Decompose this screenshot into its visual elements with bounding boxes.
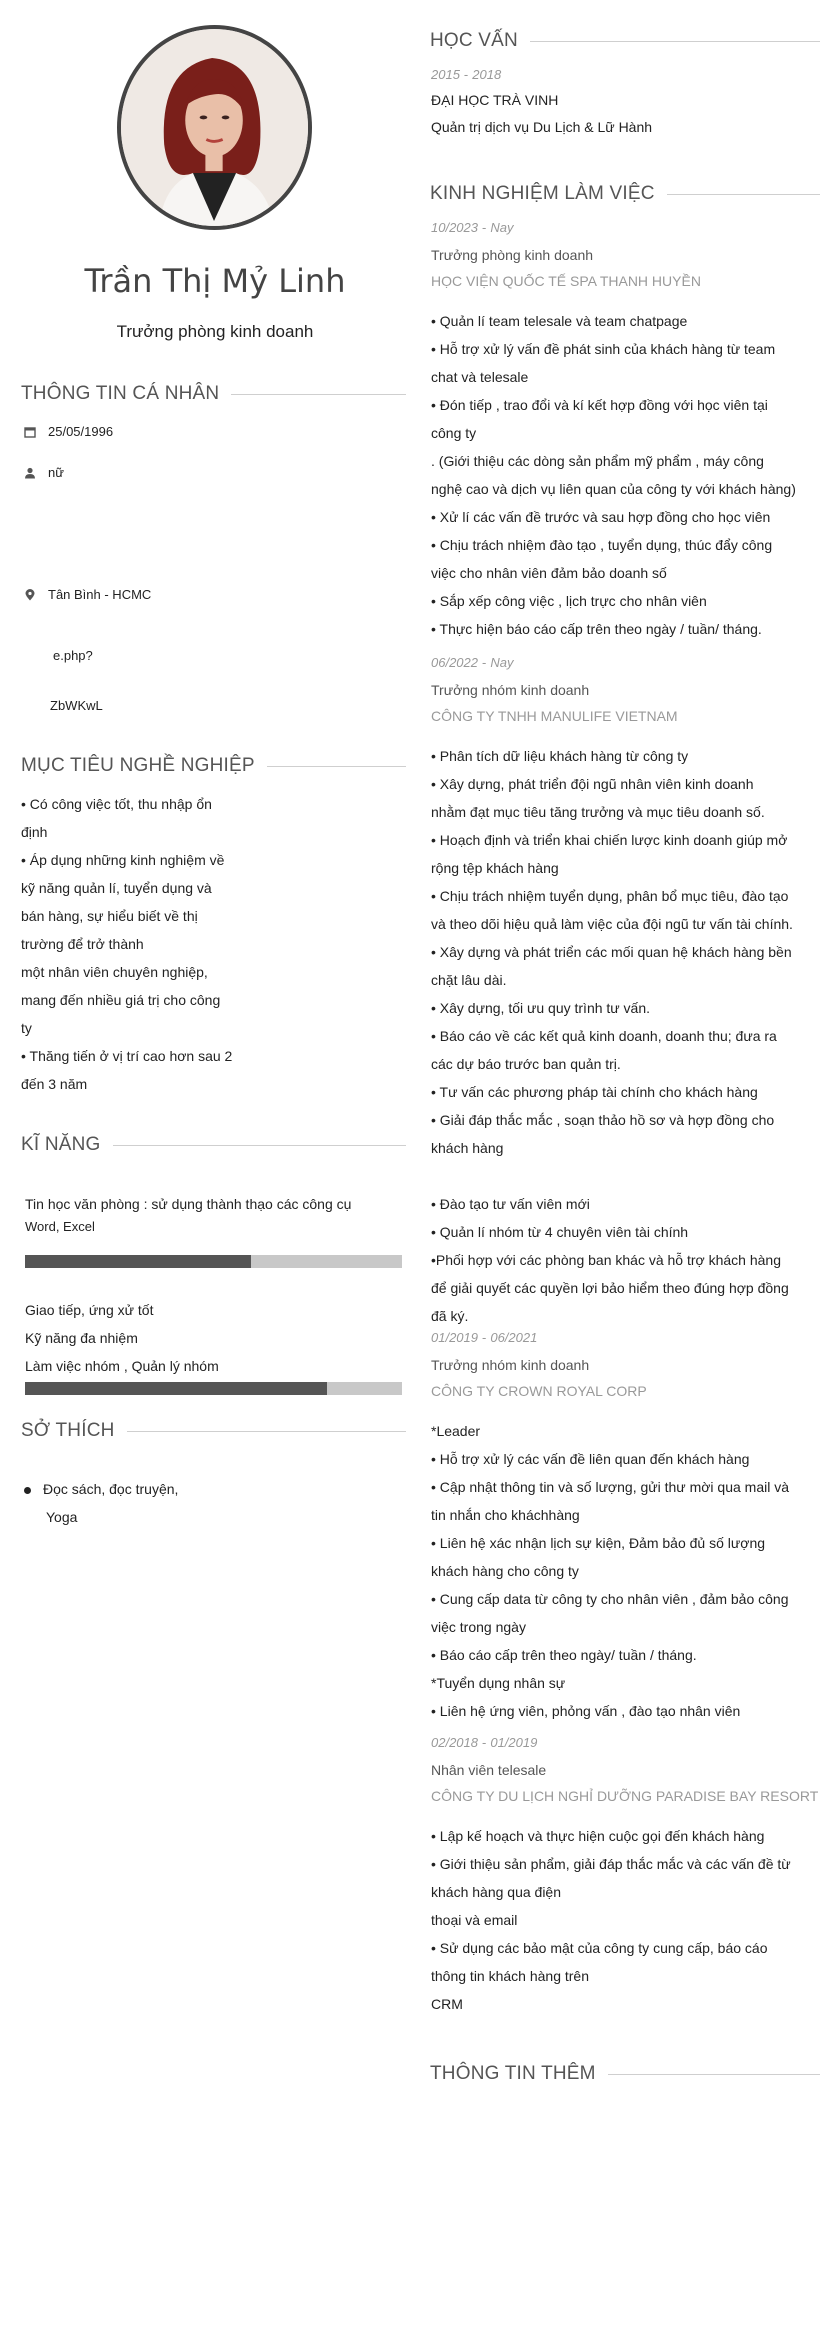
gender-row xyxy=(24,465,64,480)
job-description-line: • Cập nhật thông tin và số lượng, gửi thư mời qua mail và xyxy=(431,1479,789,1495)
job-description-line: tin nhắn cho kháchhàng xyxy=(431,1507,580,1523)
job-description xyxy=(431,307,823,643)
job-description-line: • Quản lí nhóm từ 4 chuyên viên tài chính xyxy=(431,1224,689,1240)
job-description-line: nhằm đạt mục tiêu tăng trưởng và mục tiêu doanh số. xyxy=(431,804,765,820)
education-end: 2018 xyxy=(472,67,502,82)
job-description-line: • Báo cáo cấp trên theo ngày/ tuần / tháng. xyxy=(431,1647,697,1663)
education-school: ĐẠI HỌC TRÀ VINH xyxy=(431,92,559,108)
bullet-icon xyxy=(24,1487,31,1494)
job-description-line: nghệ cao và dịch vụ liên quan của công ty với khách hàng) xyxy=(431,481,796,497)
job-description-line: • Xây dựng, phát triển đội ngũ nhân viên kinh doanh xyxy=(431,776,754,792)
job-description-line: thoại và email xyxy=(431,1912,518,1928)
avatar-photo xyxy=(121,29,308,226)
job-description-line: chặt lâu dài. xyxy=(431,972,507,988)
objective-line: đến 3 năm xyxy=(21,1076,88,1092)
job-start: 06/2022 xyxy=(431,655,478,670)
profile-role: Trưởng phòng kinh doanh xyxy=(116,322,314,341)
job-description-line xyxy=(431,1162,823,1190)
objective-title xyxy=(21,755,406,777)
job-description-line: công ty xyxy=(431,425,477,441)
job-dates xyxy=(431,1735,823,1750)
skill-soft-bar xyxy=(25,1382,402,1395)
job-description-line: • Chịu trách nhiệm đào tạo , tuyển dụng, thúc đẩy công xyxy=(431,537,773,553)
education-title xyxy=(430,30,820,52)
job-description-line: • Quản lí team telesale và team chatpage xyxy=(431,313,688,329)
skill-soft-line2: Kỹ năng đa nhiệm xyxy=(25,1330,138,1346)
hobby-item xyxy=(24,1475,178,1503)
job-position: Nhân viên telesale xyxy=(431,1762,547,1778)
skills-title xyxy=(21,1134,406,1156)
skill-soft-line1: Giao tiếp, ứng xử tốt xyxy=(25,1302,154,1318)
job-description-line: • Thực hiện báo cáo cấp trên theo ngày / tuần/ tháng. xyxy=(431,621,762,637)
job-description-line: việc trong ngày xyxy=(431,1619,526,1635)
job-end: Nay xyxy=(490,220,514,235)
objective-line: • Thăng tiến ở vị trí cao hơn sau 2 xyxy=(21,1048,233,1064)
objective-line: mang đến nhiều giá trị cho công xyxy=(21,992,221,1008)
job-description-line: các dự báo trước ban quản trị. xyxy=(431,1056,621,1072)
job-company: CÔNG TY DU LỊCH NGHỈ DƯỠNG PARADISE BAY RESORT xyxy=(431,1788,819,1804)
personal-info-title xyxy=(21,383,406,405)
objective-text xyxy=(21,790,241,1098)
divider xyxy=(231,394,406,395)
job-description-line: • Xử lí các vấn đề trước và sau hợp đồng cho học viên xyxy=(431,509,771,525)
education-major: Quản trị dịch vụ Du Lịch & Lữ Hành xyxy=(431,119,653,135)
job-description-line: • Hỗ trợ xử lý các vấn đề liên quan đến khách hàng xyxy=(431,1451,750,1467)
date-separator: - xyxy=(482,1735,487,1750)
address-row xyxy=(24,587,151,602)
job-description-line: khách hàng qua điện xyxy=(431,1884,561,1900)
date-separator: - xyxy=(482,1330,487,1345)
divider xyxy=(127,1431,406,1432)
job-company: CÔNG TY CROWN ROYAL CORP xyxy=(431,1383,647,1399)
objective-line: một nhân viên chuyên nghiệp, xyxy=(21,964,208,980)
job-description xyxy=(431,1417,823,1725)
job-description-line: . (Giới thiệu các dòng sản phẩm mỹ phẩm , máy công xyxy=(431,453,764,469)
job-description-line: để giải quyết các quyền lợi bảo hiểm theo đúng hợp đồng xyxy=(431,1280,789,1296)
job-description-line: *Tuyển dụng nhân sự xyxy=(431,1675,566,1691)
skill-soft-bar-fill xyxy=(25,1382,327,1395)
skill-office-line1: Tin học văn phòng : sử dụng thành thạo các công cụ xyxy=(25,1196,352,1212)
objective-title-text: MỤC TIÊU NGHỀ NGHIỆP xyxy=(21,755,255,776)
job-description-line: thông tin khách hàng trên xyxy=(431,1968,590,1984)
profile-name: Trần Thị Mỷ Linh xyxy=(84,262,346,300)
left-column xyxy=(0,0,410,2340)
job-entry xyxy=(431,1330,823,1725)
education-dates xyxy=(431,67,821,82)
divider xyxy=(530,41,820,42)
job-entry xyxy=(431,220,823,643)
birthday-text: 25/05/1996 xyxy=(48,424,114,439)
skill-soft-line3: Làm việc nhóm , Quản lý nhóm xyxy=(25,1358,219,1374)
job-position: Trưởng phòng kinh doanh xyxy=(431,247,594,263)
divider xyxy=(667,194,820,195)
job-description-line: •Phối hợp với các phòng ban khác và hỗ trợ khách hàng xyxy=(431,1252,781,1268)
objective-line: • Áp dụng những kinh nghiệm về xyxy=(21,852,225,868)
gender-text: nữ xyxy=(48,465,64,480)
job-description-line: chat và telesale xyxy=(431,369,529,385)
job-dates xyxy=(431,1330,823,1345)
job-start: 01/2019 xyxy=(431,1330,478,1345)
job-description-line: đã ký. xyxy=(431,1308,469,1324)
job-description-line: rộng tệp khách hàng xyxy=(431,860,559,876)
education-title-text: HỌC VẤN xyxy=(430,30,518,51)
hobbies-title xyxy=(21,1420,406,1442)
job-description-line: • Đón tiếp , trao đổi và kí kết hợp đồng với học viên tại xyxy=(431,397,768,413)
job-description xyxy=(431,1822,823,2018)
job-description-line: • Liên hệ xác nhận lịch sự kiện, Đảm bảo đủ số lượng xyxy=(431,1535,766,1551)
job-description-line: • Liên hệ ứng viên, phỏng vấn , đào tạo nhân viên xyxy=(431,1703,741,1719)
job-description-line: • Chịu trách nhiệm tuyển dụng, phân bổ mục tiêu, đào tạo xyxy=(431,888,789,904)
date-separator: - xyxy=(463,67,469,82)
job-company: HỌC VIỆN QUỐC TẾ SPA THANH HUYỀN xyxy=(431,273,701,289)
job-description-line: • Hỗ trợ xử lý vấn đề phát sinh của khách hàng từ team xyxy=(431,341,776,357)
job-dates xyxy=(431,220,823,235)
job-description-line: • Hoạch định và triển khai chiến lược kinh doanh giúp mở xyxy=(431,832,788,848)
extra-info-title-text: THÔNG TIN THÊM xyxy=(430,2063,596,2084)
objective-line: kỹ năng quản lí, tuyển dụng và xyxy=(21,880,212,896)
divider xyxy=(113,1145,406,1146)
job-description-line: • Giới thiệu sản phẩm, giải đáp thắc mắc và các vấn đề từ xyxy=(431,1856,791,1872)
job-entry xyxy=(431,655,823,1330)
person-icon xyxy=(24,467,36,479)
job-description-line: • Xây dựng, tối ưu quy trình tư vấn. xyxy=(431,1000,651,1016)
date-separator: - xyxy=(482,655,487,670)
skill-office-bar-fill xyxy=(25,1255,251,1268)
skills-title-text: KĨ NĂNG xyxy=(21,1134,101,1155)
job-entry xyxy=(431,1735,823,2018)
job-description-line: • Phân tích dữ liệu khách hàng từ công ty xyxy=(431,748,689,764)
job-description-line: việc cho nhân viên đảm bảo doanh số xyxy=(431,565,667,581)
job-description xyxy=(431,742,823,1330)
job-start: 10/2023 xyxy=(431,220,478,235)
objective-line: định xyxy=(21,824,48,840)
job-description-line: • Xây dựng và phát triển các mối quan hệ khách hàng bền xyxy=(431,944,792,960)
job-description-line: và theo dõi hiệu quả làm việc của đội ngũ tư vấn tài chính. xyxy=(431,916,793,932)
job-description-line: • Sắp xếp công việc , lịch trực cho nhân viên xyxy=(431,593,707,609)
personal-info-title-text: THÔNG TIN CÁ NHÂN xyxy=(21,383,220,404)
job-end: Nay xyxy=(490,655,514,670)
experience-title-text: KINH NGHIỆM LÀM VIỆC xyxy=(430,183,655,204)
skill-office-bar xyxy=(25,1255,402,1268)
job-start: 02/2018 xyxy=(431,1735,478,1750)
job-description-line: khách hàng cho công ty xyxy=(431,1563,579,1579)
job-description-line: • Cung cấp data từ công ty cho nhân viên , đảm bảo công xyxy=(431,1591,789,1607)
divider xyxy=(267,766,406,767)
avatar xyxy=(117,25,312,230)
skill-office-line2: Word, Excel xyxy=(25,1219,95,1234)
experience-title xyxy=(430,183,820,205)
job-description-line: • Đào tạo tư vấn viên mới xyxy=(431,1196,590,1212)
job-description-line: • Sử dụng các bảo mật của công ty cung cấp, báo cáo xyxy=(431,1940,768,1956)
job-description-line: khách hàng xyxy=(431,1140,504,1156)
location-pin-icon xyxy=(24,589,36,601)
objective-line: bán hàng, sự hiểu biết về thị xyxy=(21,908,198,924)
job-description-line: • Báo cáo về các kết quả kinh doanh, doanh thu; đưa ra xyxy=(431,1028,777,1044)
job-end: 06/2021 xyxy=(490,1330,538,1345)
link-fragment: e.php? xyxy=(53,648,93,663)
job-description-line: *Leader xyxy=(431,1423,481,1439)
job-dates xyxy=(431,655,823,670)
extra-info-title xyxy=(430,2063,820,2085)
job-description-line: • Tư vấn các phương pháp tài chính cho khách hàng xyxy=(431,1084,758,1100)
objective-line: ty xyxy=(21,1020,32,1036)
education-block xyxy=(431,67,821,141)
hobbies-list xyxy=(24,1475,178,1531)
hobby-line1: Đọc sách, đọc truyện, xyxy=(43,1481,179,1497)
job-position: Trưởng nhóm kinh doanh xyxy=(431,1357,590,1373)
objective-line: • Có công việc tốt, thu nhập ổn xyxy=(21,796,212,812)
calendar-icon xyxy=(24,426,36,438)
divider xyxy=(608,2074,820,2075)
job-company: CÔNG TY TNHH MANULIFE VIETNAM xyxy=(431,708,678,724)
hobby-line2: Yoga xyxy=(46,1509,78,1525)
job-description-line: • Giải đáp thắc mắc , soạn thảo hồ sơ và hợp đồng cho xyxy=(431,1112,775,1128)
objective-line: trường để trở thành xyxy=(21,936,144,952)
date-separator: - xyxy=(482,220,487,235)
education-start: 2015 xyxy=(431,67,460,82)
link-fragment-2: ZbWKwL xyxy=(50,698,103,713)
job-description-line: CRM xyxy=(431,1996,463,2012)
birthday-row xyxy=(24,424,113,439)
job-end: 01/2019 xyxy=(490,1735,538,1750)
job-description-line: • Lập kế hoạch và thực hiện cuộc gọi đến khách hàng xyxy=(431,1828,765,1844)
address-text: Tân Bình - HCMC xyxy=(48,587,152,602)
hobbies-title-text: SỞ THÍCH xyxy=(21,1420,115,1441)
job-position: Trưởng nhóm kinh doanh xyxy=(431,682,590,698)
